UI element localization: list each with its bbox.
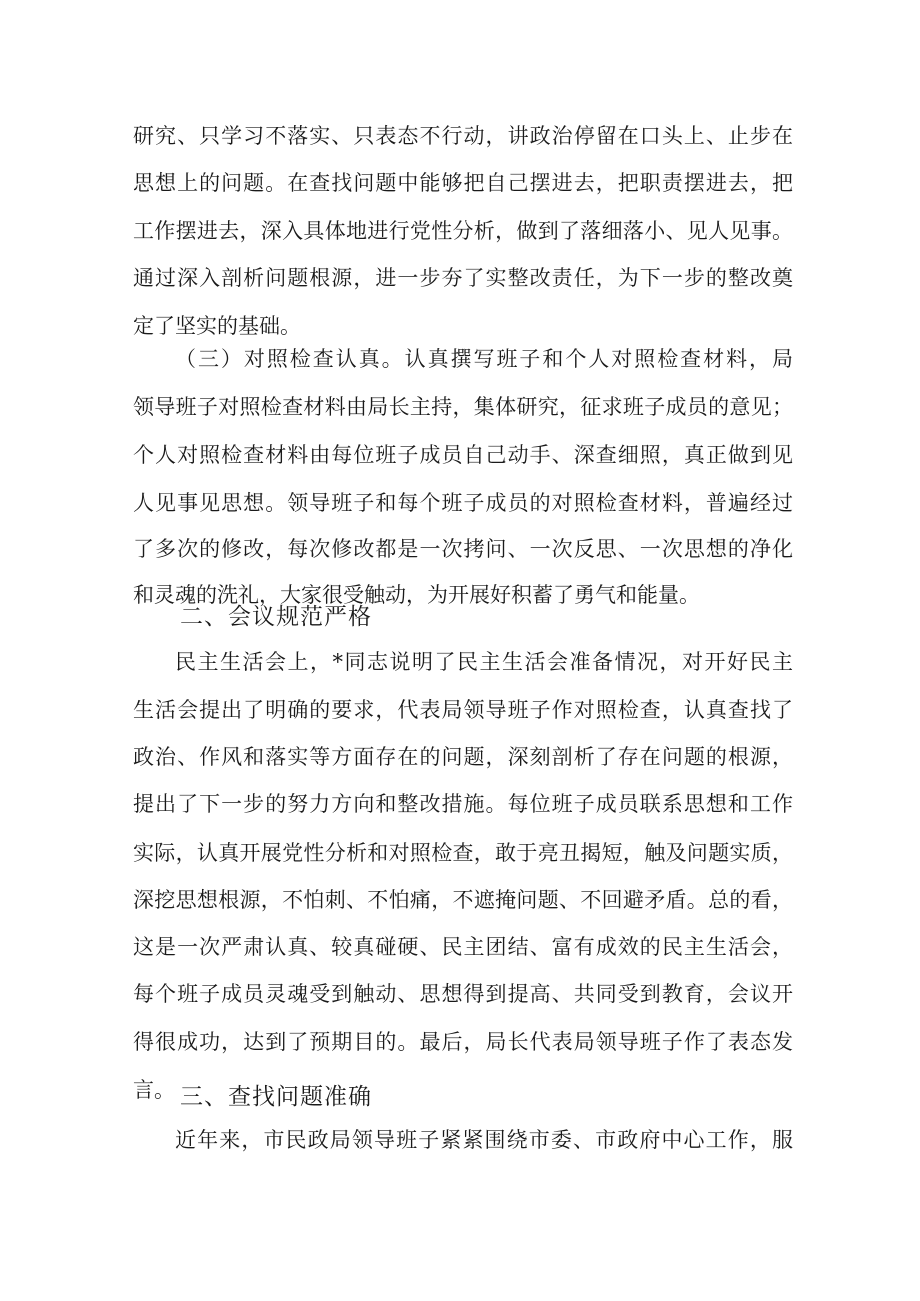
text-line: 通过深入剖析问题根源，进一步夯了实整改责任，为下一步的整改奠 xyxy=(133,266,793,290)
text-line: 近年来，市民政局领导班子紧紧围绕市委、市政府中心工作，服 xyxy=(175,1128,793,1152)
text-line: 提出了下一步的努力方向和整改措施。每位班子成员联系思想和工作 xyxy=(133,792,793,816)
text-line: （三）对照检查认真。认真撰写班子和个人对照检查材料，局 xyxy=(175,347,793,371)
section-heading: 三、查找问题准确 xyxy=(180,1084,372,1110)
text-line: 这是一次严肃认真、较真碰硬、民主团结、富有成效的民主生活会， xyxy=(133,935,793,959)
text-line: 领导班子对照检查材料由局长主持，集体研究，征求班子成员的意见； xyxy=(133,395,793,419)
text-line: 工作摆进去，深入具体地进行党性分析，做到了落细落小、见人见事。 xyxy=(133,219,793,243)
text-line: 和灵魂的洗礼，大家很受触动，为开展好积蓄了勇气和能量。 xyxy=(133,583,700,607)
text-line: 了多次的修改，每次修改都是一次拷问、一次反思、一次思想的净化 xyxy=(133,537,793,561)
text-line: 言。 xyxy=(133,1078,175,1102)
text-line: 政治、作风和落实等方面存在的问题，深刻剖析了存在问题的根源， xyxy=(133,745,793,769)
text-line: 人见事见思想。领导班子和每个班子成员的对照检查材料，普遍经过 xyxy=(133,491,793,515)
text-line: 深挖思想根源，不怕刺、不怕痛，不遮掩问题、不回避矛盾。总的看， xyxy=(133,888,793,912)
text-line: 民主生活会上，*同志说明了民主生活会准备情况，对开好民主 xyxy=(175,650,793,674)
text-line: 生活会提出了明确的要求，代表局领导班子作对照检查，认真查找了 xyxy=(133,698,793,722)
text-line: 思想上的问题。在查找问题中能够把自己摆进去，把职责摆进去，把 xyxy=(133,171,793,195)
text-line: 得很成功，达到了预期目的。最后，局长代表局领导班子作了表态发 xyxy=(133,1030,793,1054)
text-line: 实际，认真开展党性分析和对照检查，敢于亮丑揭短，触及问题实质， xyxy=(133,841,793,865)
text-line: 研究、只学习不落实、只表态不行动，讲政治停留在口头上、止步在 xyxy=(133,124,793,148)
section-heading: 二、会议规范严格 xyxy=(180,604,372,630)
text-line: 定了坚实的基础。 xyxy=(133,314,301,338)
text-line: 个人对照检查材料由每位班子成员自己动手、深查细照，真正做到见 xyxy=(133,443,793,467)
text-line: 每个班子成员灵魂受到触动、思想得到提高、共同受到教育，会议开 xyxy=(133,982,793,1006)
